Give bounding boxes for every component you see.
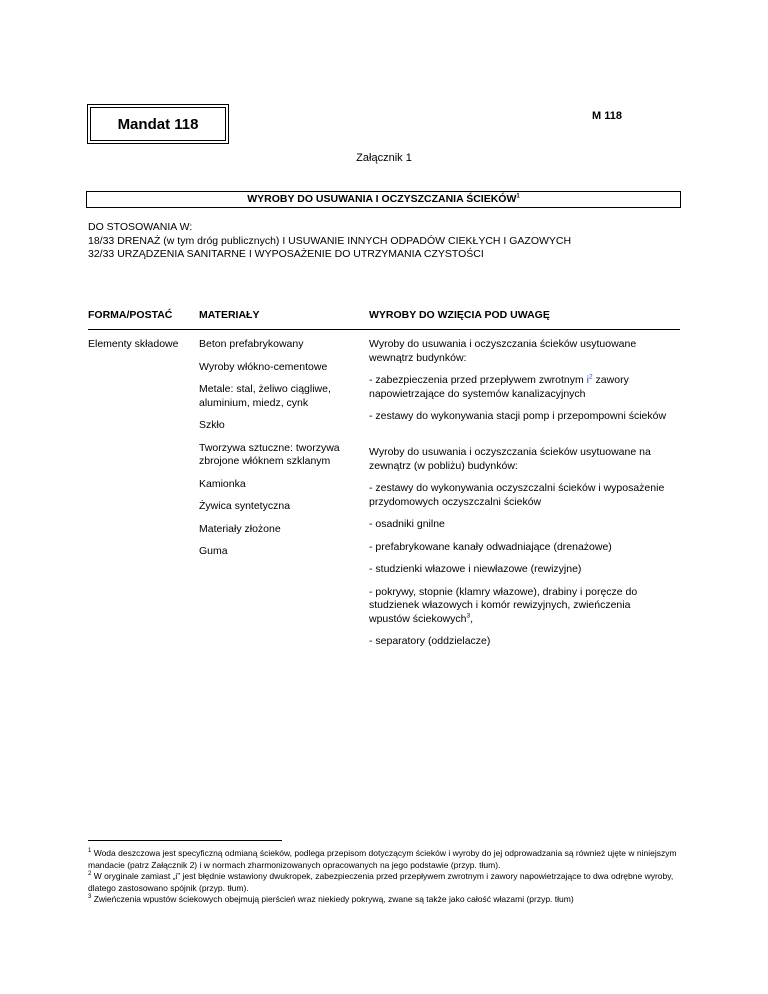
conjunction-link[interactable]: i <box>586 374 590 386</box>
footnote-ref-1[interactable]: 1 <box>516 193 520 200</box>
footnote-separator <box>88 840 282 841</box>
material-item: Guma <box>199 545 228 557</box>
footnote-number: 2 <box>88 871 92 878</box>
products-group-inside <box>369 338 669 433</box>
material-item: Materiały złożone <box>199 522 281 535</box>
product-item: - separatory (oddzielacze) <box>369 635 491 647</box>
products-heading-outside: Wyroby do usuwania i oczyszczania ścieków usytuowane na zewnątrz (w pobliżu) budynków: <box>369 446 651 472</box>
product-item: - zestawy do wykonywania oczyszczalni ścieków i wyposażenie przydomowych oczyszczalni ścieków <box>369 482 665 508</box>
material-item: Wyroby włókno-cementowe <box>199 360 328 373</box>
application-line-2: 32/33 URZĄDZENIA SANITARNE I WYPOSAŻENIE DO UTRZYMANIA CZYSTOŚCI <box>88 248 484 260</box>
application-line-1: 18/33 DRENAŻ (w tym dróg publicznych) I USUWANIE INNYCH ODPADÓW CIEKŁYCH I GAZOWYCH <box>88 234 572 247</box>
footnote-2 <box>88 871 680 894</box>
footnote-number: 3 <box>88 894 92 901</box>
document-code: M 118 <box>592 110 622 122</box>
product-item <box>369 586 669 627</box>
product-item: - osadniki gnilne <box>369 518 445 530</box>
product-item-text: - zabezpieczenia przed przepływem zwrotnym <box>369 374 587 386</box>
annex-label: Załącznik 1 <box>356 152 412 164</box>
mandat-title: Mandat 118 <box>90 107 226 141</box>
column-header-products: WYROBY DO WZIĘCIA POD UWAGĘ <box>369 309 550 321</box>
product-item-tail: , <box>470 612 473 625</box>
products-group-outside <box>369 446 669 658</box>
material-item: Kamionka <box>199 477 246 490</box>
product-item: - studzienki włazowe i niewłazowe (rewizyjne) <box>369 563 582 575</box>
product-item: - prefabrykowane kanały odwadniające (drenażowe) <box>369 540 612 553</box>
product-item-text: zawory napowietrzające do systemów kanalizacyjnych <box>369 374 629 400</box>
section-title-text: WYROBY DO USUWANIA I OCZYSZCZANIA ŚCIEKÓW <box>247 193 517 205</box>
material-item: Beton prefabrykowany <box>199 338 304 350</box>
footnote-ref-3[interactable]: 3 <box>466 612 471 619</box>
column-header-form: FORMA/POSTAĆ <box>88 309 173 321</box>
material-item: Metale: stal, żeliwo ciągliwe, aluminium, miedz, cynk <box>199 383 331 409</box>
column-header-materials: MATERIAŁY <box>199 309 260 321</box>
material-item: Szkło <box>199 419 225 431</box>
application-intro: DO STOSOWANIA W: <box>88 221 193 233</box>
product-item: - zestawy do wykonywania stacji pomp i przepompowni ścieków <box>369 410 667 422</box>
application-block <box>88 221 571 262</box>
section-title <box>86 191 681 208</box>
mandat-title-box <box>87 104 229 144</box>
footnote-1 <box>88 848 680 871</box>
table-header-rule <box>88 329 680 330</box>
footnote-3 <box>88 894 680 906</box>
footnote-text: W oryginale zamiast „i” jest błędnie wstawiony dwukropek, zabezpieczenia przed przepływem zwrotnym i zawory napowietrzające to dwa odrębne wyroby, dlatego zastosowano spójnik (przyp. tłum). <box>88 871 674 893</box>
material-item: Żywica syntetyczna <box>199 500 291 512</box>
materials-list <box>199 338 359 568</box>
footnotes <box>88 848 680 906</box>
footnote-text: Zwieńczenia wpustów ściekowych obejmują pierścień wraz niekiedy pokrywą, zwane są także jako całość włazami (przyp. tłum) <box>91 894 574 905</box>
footnote-text: Woda deszczowa jest specyficzną odmianą ścieków, podlega przepisom dotyczącym ścieków i wyroby do jej odprowadzania są również ujęte w niniejszym mandacie (patrz Załącznik 2) i w normach zharmonizowanych opracowanych na jego podstawie (przyp. tłum). <box>88 848 677 870</box>
product-item-text: - pokrywy, stopnie (klamry włazowe), drabiny i poręcze do studzienek włazowych i komór rewizyjnych, zwieńczenia wpustów ściekowych <box>369 585 638 625</box>
footnote-number: 1 <box>88 848 92 855</box>
material-item: Tworzywa sztuczne: tworzywa zbrojone włóknem szklanym <box>199 441 340 467</box>
products-heading-inside: Wyroby do usuwania i oczyszczania ścieków usytuowane wewnątrz budynków: <box>369 338 637 364</box>
footnote-ref-2[interactable]: 2 <box>589 373 593 381</box>
form-cell: Elementy składowe <box>88 338 179 350</box>
product-item <box>369 374 669 401</box>
